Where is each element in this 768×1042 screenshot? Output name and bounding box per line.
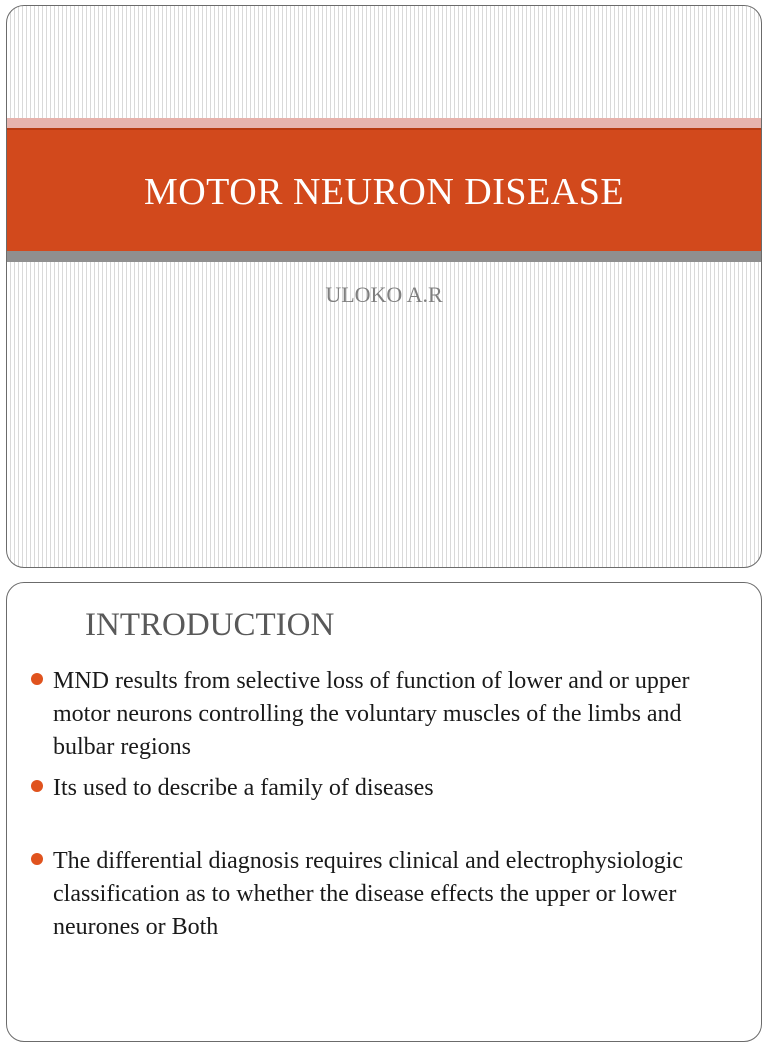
section-heading: INTRODUCTION: [85, 607, 335, 643]
accent-stripe-pink: [7, 118, 761, 128]
bullet-item: [7, 772, 747, 805]
title-slide: [6, 5, 762, 568]
bullet-dot-icon: [31, 780, 43, 792]
bullet-item: [7, 845, 747, 944]
bullet-text: The differential diagnosis requires clinical and electrophysiologic classification as to whether the disease effects the upper or lower neurones or Both: [53, 848, 684, 940]
slide-subtitle: ULOKO A.R: [325, 282, 443, 307]
bullet-text: Its used to describe a family of diseases: [53, 775, 434, 801]
bullet-text: MND results from selective loss of function of lower and or upper motor neurons controlling the voluntary muscles of the limbs and bulbar regions: [53, 668, 690, 760]
bullet-list: [7, 665, 747, 944]
bullet-dot-icon: [31, 673, 43, 685]
accent-stripe-gray: [7, 251, 761, 262]
introduction-slide: [6, 582, 762, 1042]
slide-title: MOTOR NEURON DISEASE: [143, 170, 625, 213]
bullet-dot-icon: [31, 853, 43, 865]
title-band: [7, 128, 761, 253]
bullet-item: [7, 665, 747, 764]
